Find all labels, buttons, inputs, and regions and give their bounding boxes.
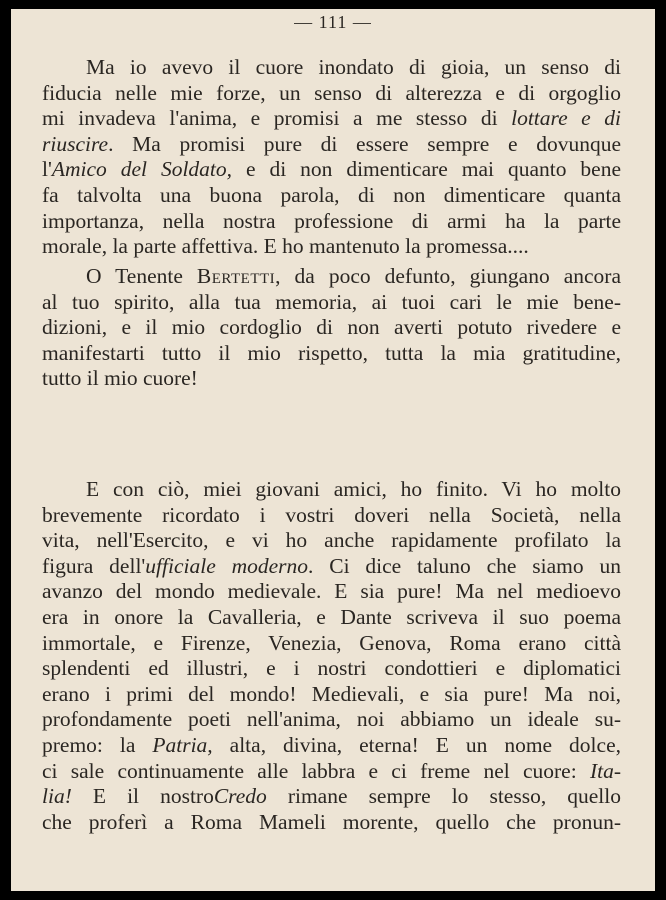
text-line: vita, nell'Esercito, e vi ho anche rapidamente profilato la <box>42 528 621 553</box>
text-line: dizioni, e il mio cordoglio di non averti potuto rivedere e <box>42 315 621 340</box>
text-line: E con ciò, miei giovani amici, ho finito. Vi ho molto <box>86 477 621 501</box>
text-line: immortale, e Firenze, Venezia, Genova, Roma erano città <box>42 630 621 655</box>
text-line: figura dell'ufficiale moderno. Ci dice taluno che siamo un <box>42 553 621 578</box>
text-line: tutto il mio cuore! <box>42 366 198 391</box>
text-line: che proferì a Roma Mameli morente, quello che pronun- <box>42 809 621 834</box>
text-line: morale, la parte affettiva. E ho mantenuto la promessa.... <box>42 234 529 259</box>
text-line: O Tenente Bertetti, da poco defunto, giungano ancora <box>86 264 621 288</box>
text-line: importanza, nella nostra professione di armi ha la parte <box>42 208 621 233</box>
text-line: splendenti ed illustri, e i nostri condottieri e diplomatici <box>42 656 621 681</box>
paragraph-1 <box>42 55 621 260</box>
text-line: profondamente poeti nell'anima, noi abbiamo un ideale su- <box>42 707 621 732</box>
text-line: lia! E il nostroCredo rimane sempre lo stesso, quello <box>42 784 621 809</box>
text-line: fiducia nelle mie forze, un senso di alterezza e di orgoglio <box>42 80 621 105</box>
text-line: riuscire. Ma promisi pure di essere sempre e dovunque <box>42 131 621 156</box>
text-line: avanzo del mondo medievale. E sia pure! Ma nel medioevo <box>42 579 621 604</box>
text-line: manifestarti tutto il mio rispetto, tutta la mia gratitudine, <box>42 340 621 365</box>
page-number: — 111 — <box>294 12 372 32</box>
text-line: al tuo spirito, alla tua memoria, ai tuoi cari le mie bene- <box>42 289 621 314</box>
text-line: fa talvolta una buona parola, di non dimenticare quanta <box>42 182 621 207</box>
book-page <box>11 9 655 891</box>
text-line: era in onore la Cavalleria, e Dante scriveva il suo poema <box>42 604 621 629</box>
text-line: ci sale continuamente alle labbra e ci freme nel cuore: Ita- <box>42 758 621 783</box>
paragraph-2 <box>42 264 621 392</box>
text-line: mi invadeva l'anima, e promisi a me stesso di lottare e di <box>42 106 621 131</box>
text-line: erano i primi del mondo! Medievali, e sia pure! Ma noi, <box>42 681 621 706</box>
text-line: l'Amico del Soldato, e di non dimenticare mai quanto bene <box>42 157 621 182</box>
paragraph-3 <box>42 477 621 835</box>
text-line: brevemente ricordato i vostri doveri nella Società, nella <box>42 502 621 527</box>
text-line: Ma io avevo il cuore inondato di gioia, un senso di <box>86 55 621 79</box>
text-line: premo: la Patria, alta, divina, eterna! E un nome dolce, <box>42 732 621 757</box>
